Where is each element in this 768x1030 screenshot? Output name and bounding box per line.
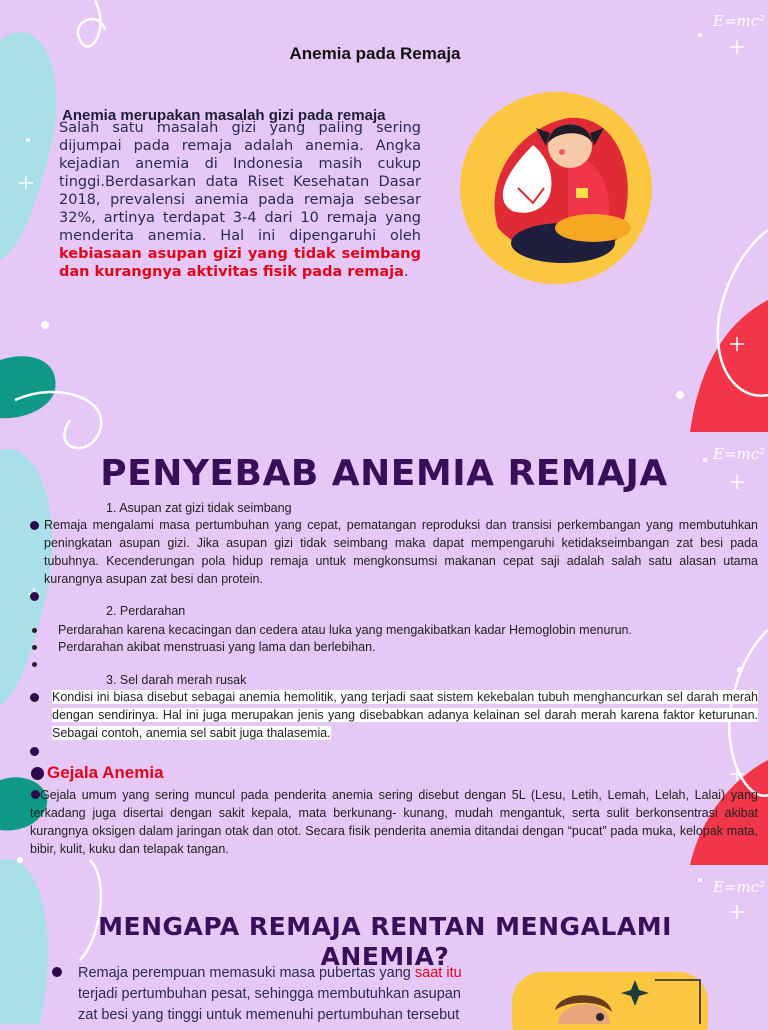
cause-3-highlight: Kondisi ini biasa disebut sebagai anemia hemolitik, yang terjadi saat sistem kekebalan tubuh menghancurkan sel darah merah dengan sendirinya. Hal ini juga merupakan jenis yang disebabkan adanya kelainan sel darah merah karena faktor keturunan. Sebagai contoh, anemia sel sabit juga thalasemia. (52, 690, 758, 740)
cause-3-text (52, 688, 758, 742)
light-blue-blob (0, 859, 48, 1024)
symptoms-text: Gejala umum yang sering muncul pada penderita anemia sering disebut dengan 5L (Lesu, Letih, Lemah, Lelah, Lalai) yang terkadang juga disertai dengan sakit kepala, mata berkunang- kunang, mudah mengantuk, serta sulit berkonsentrasi akibat kurangnya oksigen dalam jaringan otak dan otot. Secara fisik penderita anemia ditandai dengan “pucat” pada muka, kelopak mata, bibir, kulit, kuku dan telapak tangan. (30, 788, 758, 856)
bullet-icon (30, 592, 39, 601)
cause-2-title: 2. Perdarahan (106, 604, 186, 618)
bullet-icon (32, 662, 37, 667)
vulnerability-paragraph (78, 963, 478, 1026)
vulnerability-text-end: terjadi pertumbuhan pesat, sehingga membutuhkan asupan zat besi yang tinggi untuk memenuhi pertumbuhan tersebut (78, 986, 461, 1023)
bullet-icon (30, 747, 39, 756)
intro-subtitle: Anemia merupakan masalah gizi pada remaja (62, 107, 386, 124)
page-title: Anemia pada Remaja (289, 44, 461, 63)
cause-1-title: 1. Asupan zat gizi tidak seimbang (106, 501, 292, 515)
girl-blood-drop-illustration (458, 88, 658, 288)
vulnerability-heading: MENGAPA REMAJA RENTAN MENGALAMI ANEMIA? (98, 912, 672, 971)
bullet-icon (32, 628, 37, 633)
intro-paragraph (59, 119, 421, 281)
coral-blob (690, 300, 768, 432)
bullet-icon (30, 521, 39, 530)
bullet-icon (52, 967, 62, 977)
bullet-icon (31, 767, 44, 780)
formula-decoration: E=mc² (713, 12, 766, 30)
teal-blob (0, 356, 56, 418)
vulnerability-highlight: saat itu (414, 965, 462, 981)
light-blue-blob (0, 32, 56, 260)
swirl-line (78, 0, 105, 46)
intro-text: Salah satu masalah gizi yang paling sering dijumpai pada remaja adalah anemia. Angka kejadian anemia di Indonesia masih cukup tinggi.Berdasarkan data Riset Kesehatan Dasar 2018, prevalensi anemia pada remaja sebesar 32%, artinya terdapat 3-4 dari 10 remaja yang menderita anemia. Hal ini dipengaruhi oleh (59, 120, 421, 244)
intro-highlight: kebiasaan asupan gizi yang tidak seimbang dan kurangnya aktivitas fisik pada remaja (59, 246, 421, 280)
intro-end: . (403, 264, 409, 280)
cause-3-title: 3. Sel darah merah rusak (106, 673, 247, 687)
vulnerability-text: Remaja perempuan memasuki masa pubertas yang (78, 965, 415, 981)
cause-2-item: Perdarahan karena kecacingan dan cedera atau luka yang mengakibatkan kadar Hemoglobin menurun. (58, 623, 632, 637)
bottom-illustration (510, 970, 710, 1030)
causes-heading: PENYEBAB ANEMIA REMAJA (100, 453, 668, 494)
formula-decoration: E=mc² (713, 445, 766, 463)
bullet-icon (32, 645, 37, 650)
bullet-icon (30, 693, 39, 702)
symptoms-heading: Gejala Anemia (47, 763, 164, 782)
formula-decoration: E=mc² (713, 878, 766, 896)
cause-1-text: Remaja mengalami masa pertumbuhan yang cepat, pematangan reproduksi dan transisi perkembangan yang membutuhkan peningkatan asupan gizi. Jika asupan gizi tidak seimbang maka dapat mempengaruhi ketidakseimbangan zat besi pada tubuhnya. Kecenderungan pola hidup remaja untuk mengkonsumsi makanan cepat saji adalah salah satu alasan utama kurangnya asupan zat besi dan protein. (44, 518, 758, 586)
cause-2-item: Perdarahan akibat menstruasi yang lama dan berlebihan. (58, 640, 376, 654)
